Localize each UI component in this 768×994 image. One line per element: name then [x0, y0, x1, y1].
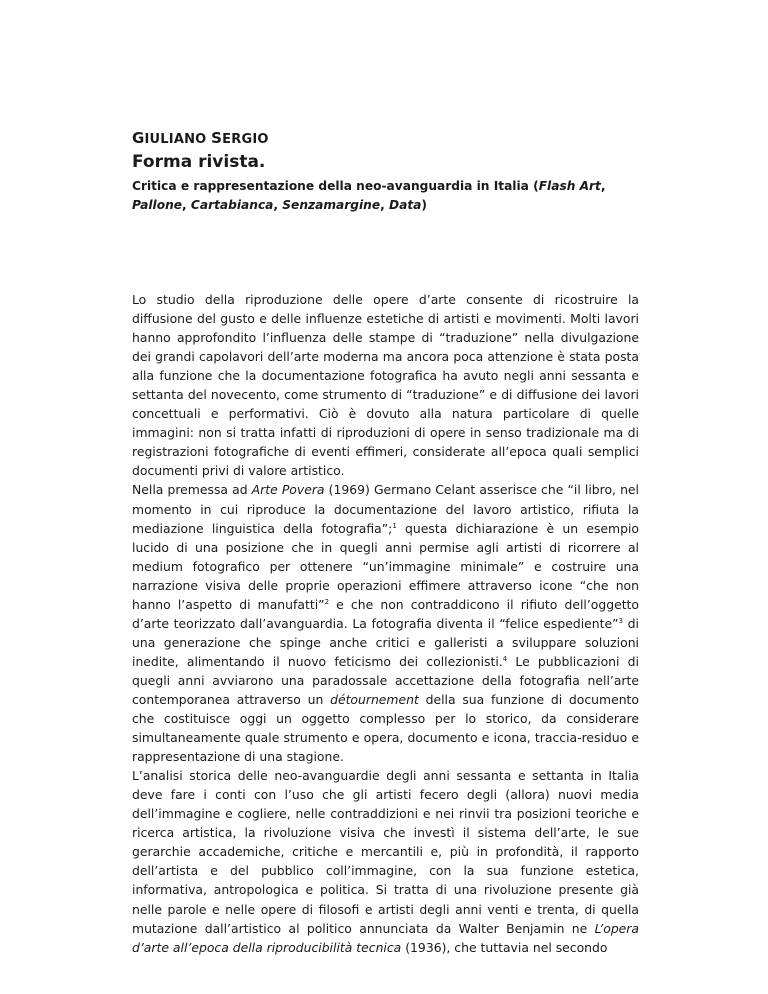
- subtitle-magazine-title: Data: [388, 198, 422, 212]
- text-run: (1936), che tuttavia nel secondo: [401, 939, 608, 955]
- footnote-ref[interactable]: 1: [392, 521, 397, 530]
- text-run: Nella premessa ad: [132, 482, 252, 498]
- subtitle-prefix: Critica e rappresentazione della neo-avanguardia in Italia (: [132, 179, 539, 193]
- text-run: della sua funzione di documento che costituisce oggi un oggetto complesso per lo storico, da considerare simultaneamente quale strumento e opera, documento e icona, traccia-residuo e rappresentazione di una stagione.: [132, 691, 639, 765]
- article-body: [132, 290, 639, 957]
- article-header: [132, 130, 652, 215]
- article-title: Forma rivista.: [132, 152, 266, 172]
- footnote-ref[interactable]: 2: [324, 597, 330, 606]
- subtitle-magazine-title: Cartabianca: [190, 198, 274, 212]
- author-first-rest: IULIANO: [144, 132, 207, 147]
- subtitle-separator: ,: [182, 198, 191, 212]
- author-last-initial: S: [211, 129, 223, 147]
- paragraph-3: [132, 766, 639, 956]
- author-last-rest: ERGIO: [222, 132, 269, 147]
- footnote-ref[interactable]: 3: [618, 616, 623, 625]
- subtitle-separator: ,: [273, 198, 283, 212]
- subtitle-magazine-title: Flash Art: [538, 179, 601, 193]
- subtitle-magazine-title: Senzamargine: [282, 198, 381, 212]
- text-run: questa dichiarazione è un esempio lucido di una posizione che in quegli anni permise agli artisti di ricorrere al medium fotografico per ottenere “un’immagine minimale” e costruire una narrazione visiva delle proprie operazioni effimere attraverso icone “che non hanno l’aspetto di manufatti”: [132, 520, 639, 612]
- text-run: e che non contraddicono il rifiuto dell’oggetto d’arte teorizzato dall’avanguardia. La fotografia diventa il “felice espediente”: [132, 596, 639, 631]
- book-title: Arte Povera: [251, 482, 325, 498]
- text-run: L’analisi storica delle neo-avanguardie degli anni sessanta e settanta in Italia deve fare i conti con l’uso che gli artisti fecero degli (allora) nuovi media dell’immagine e cogliere, nelle contraddizioni e nei rinvii tra posizioni teoriche e ricerca artistica, la rivoluzione visiva che investì il sistema dell’arte, le sue gerarchie accademiche, critiche e mercantili e, più in profondità, il rapporto dell’artista e del pubblico coll’immagine, con la sua funzione estetica, informativa, antropologica e politica. Si tratta di una rivoluzione presente già nelle parole e nelle opere di filosofi e artisti degli anni venti e trenta, di quella mutazione dall’artistico al politico annunciata da Walter Benjamin ne: [132, 768, 639, 936]
- author-first-initial: G: [132, 129, 145, 147]
- author-name: [132, 130, 652, 148]
- subtitle-separator: ,: [600, 179, 606, 193]
- article-subtitle: [132, 177, 652, 215]
- text-run: di una generazione che spinge anche critici e galleristi a sviluppare soluzioni inedite, alimentando il nuovo feticismo dei collezionisti.: [132, 615, 639, 669]
- subtitle-magazine-title: Pallone: [132, 198, 183, 212]
- text-run: (1969) Germano Celant asserisce che “il libro, nel momento in cui riproduce la documentazione del lavoro artistico, rifiuta la mediazione linguistica della fotografia”;: [132, 482, 639, 536]
- subtitle-separator: ,: [380, 198, 389, 212]
- footnote-ref[interactable]: 4: [502, 654, 508, 663]
- paragraph-2: [132, 480, 639, 766]
- subtitle-suffix: ): [421, 198, 427, 212]
- book-title: L’opera d’arte all’epoca della riproducibilità tecnica: [132, 920, 639, 955]
- emphasis-term: détournement: [330, 691, 419, 707]
- text-run: Le pubblicazioni di quegli anni avviarono una paradossale accettazione della fotografia nell’arte contemporanea attraverso un: [132, 653, 639, 707]
- paragraph-1: Lo studio della riproduzione delle opere d’arte consente di ricostruire la diffusione del gusto e delle influenze estetiche di artisti e movimenti. Molti lavori hanno approfondito l’influenza delle stampe di “traduzione” nella divulgazione dei grandi capolavori dell’arte moderna ma ancora poca attenzione è stata posta alla funzione che la documentazione fotografica ha avuto negli anni sessanta e settanta del novecento, come strumento di “traduzione” e di diffusione dei lavori concettuali e performativi. Ciò è dovuto alla natura particolare di quelle immagini: non si tratta infatti di riproduzioni di opere in senso tradizionale ma di registrazioni fotografiche di eventi effimeri, considerate all’epoca quali semplici documenti privi di valore artistico.: [132, 292, 639, 479]
